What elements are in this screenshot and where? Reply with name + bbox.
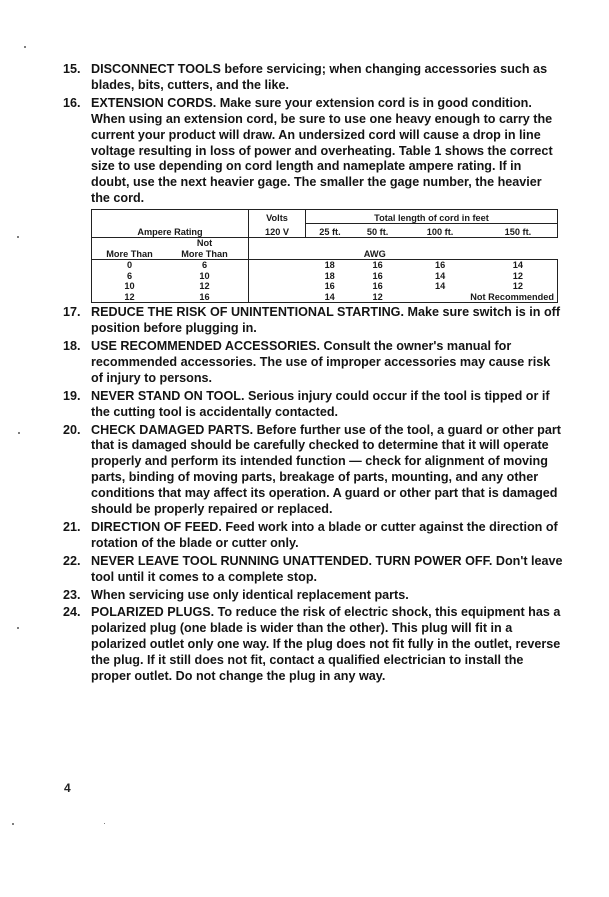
more-cell: 12 — [124, 291, 135, 302]
more-cell: 0 — [126, 260, 133, 271]
not-header: Not — [196, 238, 213, 249]
item-text: NEVER STAND ON TOOL. Serious injury could occur if the tool is tipped or if the cutting tool is accidentally contacted. — [91, 388, 550, 419]
length-150: 150 ft. — [479, 224, 558, 238]
item-number: 23. — [63, 587, 81, 602]
item-number: 21. — [63, 519, 81, 534]
gage-cell: 16 — [434, 260, 446, 271]
gage-cell: 16 — [324, 281, 335, 292]
not-recommended-cell: Not Recommended — [401, 292, 557, 303]
item-number: 17. — [63, 305, 81, 320]
more-cell: 10 — [124, 281, 135, 292]
item-text: POLARIZED PLUGS. To reduce the risk of electric shock, this equipment has a polarized plug (one blade is wider than the other). This plug will fit in a polarized outlet only one way. If the plug does not fit fully in the outlet, reverse the plug. If it still does not fit, contact a qualified electrician to install the proper outlet. Do not change the plug in any way. — [91, 605, 561, 684]
scan-speck — [24, 46, 26, 48]
item-text: NEVER LEAVE TOOL RUNNING UNATTENDED. TURN POWER OFF. Don't leave tool until it comes to a complete stop. — [91, 553, 563, 584]
more-than-header: More Than — [106, 248, 153, 259]
item-number: 15. — [63, 62, 81, 76]
ampere-rating-header: Ampere Rating — [92, 224, 249, 238]
item-number: 18. — [63, 338, 81, 353]
instruction-19 — [63, 389, 563, 421]
extension-cord-table — [91, 209, 563, 303]
item-text: EXTENSION CORDS. Make sure your extension cord is in good condition. When using an extension cord, be sure to use one heavy enough to carry the current your product will draw. An undersized cord will cause a drop in line voltage resulting in loss of power and overheating. Table 1 shows the correct size to use depending on cord length and nameplate ampere rating. If in doubt, use the next heavier gage. The smaller the gage number, the heavier the cord. — [91, 95, 553, 206]
more-than-header-2: More Than — [181, 248, 228, 259]
gage-cell: 18 — [324, 260, 335, 271]
gage-cell: 14 — [434, 270, 446, 281]
gage-cell: 12 — [354, 292, 402, 303]
notmore-cell: 10 — [199, 270, 210, 281]
scan-speck — [17, 627, 19, 629]
volts-header: Volts — [249, 210, 306, 224]
scan-speck — [104, 823, 105, 824]
instruction-20 — [63, 423, 563, 518]
notmore-cell: 16 — [199, 291, 210, 302]
awg-header: AWG — [249, 238, 558, 260]
instruction-18 — [63, 339, 563, 387]
scan-speck — [12, 823, 14, 825]
item-text: REDUCE THE RISK OF UNINTENTIONAL STARTING. Make sure switch is in off position before plugging in. — [91, 305, 561, 336]
notmore-cell: 12 — [199, 281, 210, 292]
instruction-15 — [63, 62, 563, 94]
instruction-24 — [63, 605, 563, 685]
instruction-17 — [63, 305, 563, 337]
item-text: DISCONNECT TOOLS before servicing; when changing accessories such as blades, bits, cutters, and the like. — [91, 62, 548, 92]
length-header: Total length of cord in feet — [306, 210, 558, 224]
length-25: 25 ft. — [306, 224, 354, 238]
item-number: 19. — [63, 388, 81, 403]
gage-cell: 18 — [324, 270, 335, 281]
gage-cell: 12 — [479, 271, 558, 282]
item-text: CHECK DAMAGED PARTS. Before further use of the tool, a guard or other part that is damaged should be carefully checked to determine that it will operate properly and perform its intended function — check for alignment of moving parts, binding of moving parts, breakage of parts, mounting, and any other conditions that may affect its operation. A guard or other part that is damaged should be properly repaired or replaced. — [91, 422, 561, 517]
safety-instructions-list — [63, 62, 563, 685]
gage-cell: 14 — [434, 281, 446, 292]
instruction-21 — [63, 520, 563, 552]
gage-cell: 14 — [479, 260, 558, 271]
item-text: USE RECOMMENDED ACCESSORIES. Consult the owner's manual for recommended accessories. The use of improper accessories may cause risk of injury to persons. — [91, 338, 551, 385]
length-100: 100 ft. — [401, 224, 478, 238]
item-text: DIRECTION OF FEED. Feed work into a blade or cutter against the direction of rotation of the blade or cutter only. — [91, 519, 558, 550]
instruction-23 — [63, 588, 563, 604]
instruction-22 — [63, 554, 563, 586]
item-number: 20. — [63, 422, 81, 437]
item-number: 22. — [63, 553, 81, 568]
item-number: 24. — [63, 605, 81, 620]
gage-cell: 14 — [306, 292, 354, 303]
length-50: 50 ft. — [354, 224, 402, 238]
gage-cell: 12 — [479, 281, 558, 292]
page-number: 4 — [64, 781, 71, 795]
item-text: When servicing use only identical replacement parts. — [91, 587, 409, 602]
gage-cell: 16 — [372, 270, 383, 281]
scan-speck — [18, 432, 20, 434]
more-cell: 6 — [126, 270, 133, 281]
item-number: 16. — [63, 95, 81, 110]
notmore-cell: 6 — [201, 260, 208, 271]
gage-cell: 16 — [372, 281, 383, 292]
volt-value: 120 V — [249, 224, 306, 238]
gage-cell: 16 — [372, 260, 383, 271]
scan-speck — [17, 236, 19, 238]
instruction-16 — [63, 96, 563, 207]
